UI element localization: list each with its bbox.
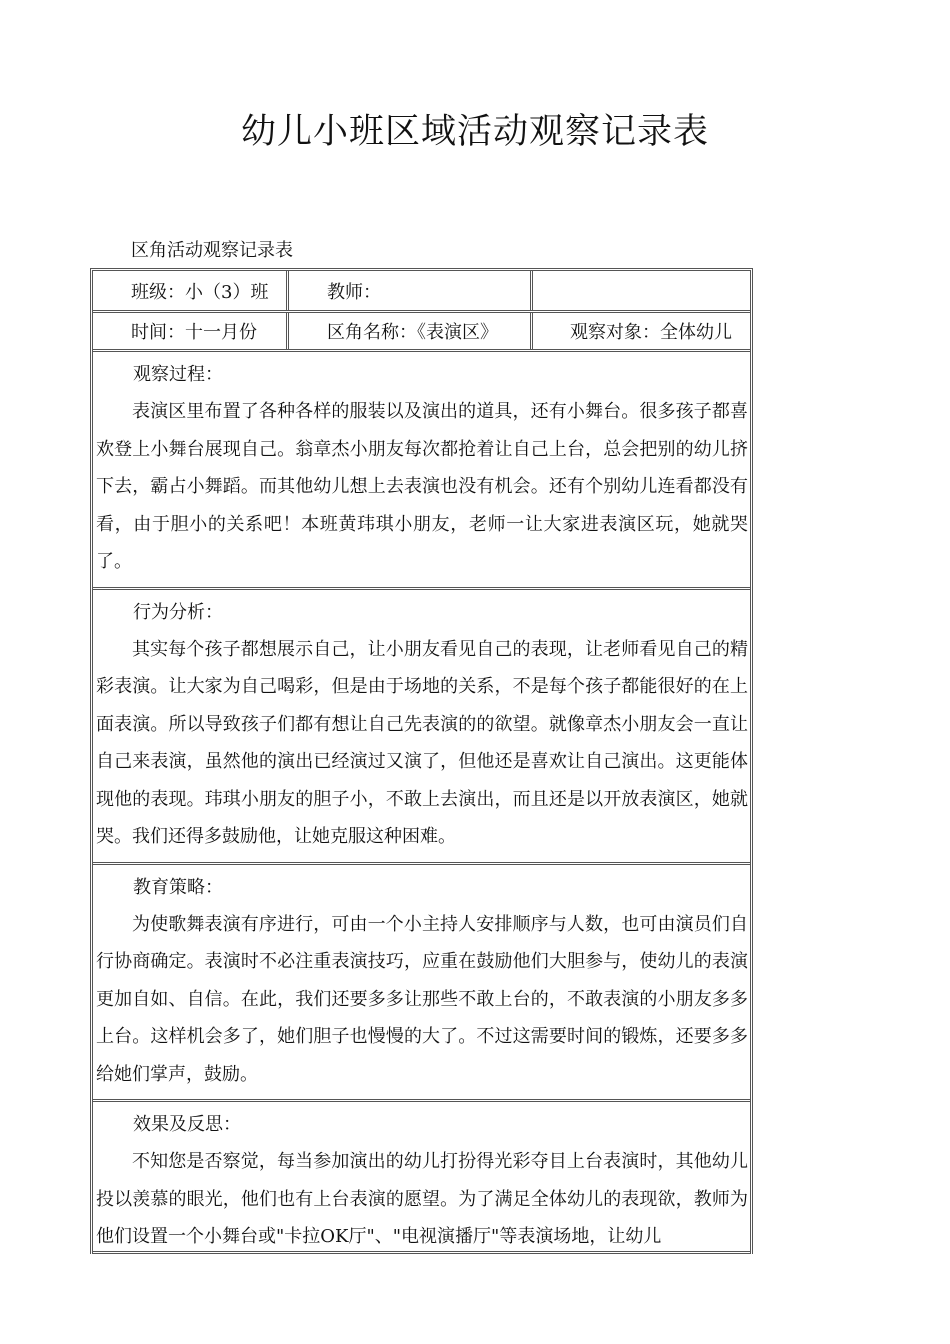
section-title: 观察过程： xyxy=(133,364,223,385)
time-field: 时间：十一月份 xyxy=(93,313,289,349)
document-title: 幼儿小班区域活动观察记录表 xyxy=(240,112,709,152)
section-behavior-analysis xyxy=(93,590,750,865)
section-body: 表演区里布置了各种各样的服装以及演出的道具，还有小舞台。很多孩子都喜欢登上小舞台展现自己。翁章杰小朋友每次都抢着让自己上台，总会把别的幼儿挤下去，霸占小舞蹈。而其他幼儿想上去表演也没有机会。还有个别幼儿连看都没有看，由于胆小的关系吧！本班黄玮琪小朋友，老师一让大家进表演区玩，她就哭了。 xyxy=(96,401,748,572)
section-title: 效果及反思： xyxy=(133,1114,241,1135)
area-name-field: 区角名称：《表演区》 xyxy=(289,313,533,349)
section-education-strategy xyxy=(93,865,750,1103)
observation-form xyxy=(90,268,753,1254)
section-title: 行为分析： xyxy=(133,601,223,623)
class-field: 班级：小（3）班 xyxy=(93,271,289,310)
section-body: 为使歌舞表演有序进行，可由一个小主持人安排顺序与人数，也可由演员们自行协商确定。表演时不必注重表演技巧，应重在鼓励他们大胆参与，使幼儿的表演更加自如、自信。在此，我们还要多多让那些不敢上台的，不敢表演的小朋友多多上台。这样机会多了，她们胆子也慢慢的大了。不过这需要时间的锻炼，还要多多给她们掌声，鼓励。 xyxy=(96,913,748,1085)
teacher-field: 教师： xyxy=(289,271,533,310)
observation-target-field: 观察对象：全体幼儿 xyxy=(570,322,732,343)
form-subtitle: 区角活动观察记录表 xyxy=(131,240,293,261)
section-observation-process xyxy=(93,352,750,590)
section-effect-reflection xyxy=(93,1102,750,1254)
form-row-time-area xyxy=(93,313,750,352)
form-row-class-teacher xyxy=(93,271,750,313)
section-title: 教育策略： xyxy=(133,876,223,898)
empty-field xyxy=(533,271,750,310)
section-body: 其实每个孩子都想展示自己，让小朋友看见自己的表现，让老师看见自己的精彩表演。让大家为自己喝彩，但是由于场地的关系，不是每个孩子都能很好的在上面表演。所以导致孩子们都有想让自己先表演的的欲望。就像章杰小朋友会一直让自己来表演，虽然他的演出已经演过又演了，但他还是喜欢让自己演出。这更能体现他的表现。玮琪小朋友的胆子小，不敢上去演出，而且还是以开放表演区，她就哭。我们还得多鼓励他，让她克服这种困难。 xyxy=(96,638,748,847)
section-body: 不知您是否察觉，每当参加演出的幼儿打扮得光彩夺目上台表演时，其他幼儿投以羡慕的眼光，他们也有上台表演的愿望。为了满足全体幼儿的表现欲，教师为他们设置一个小舞台或"卡拉OK厅"、"电视演播厅"等表演场地，让幼儿 xyxy=(96,1151,748,1247)
